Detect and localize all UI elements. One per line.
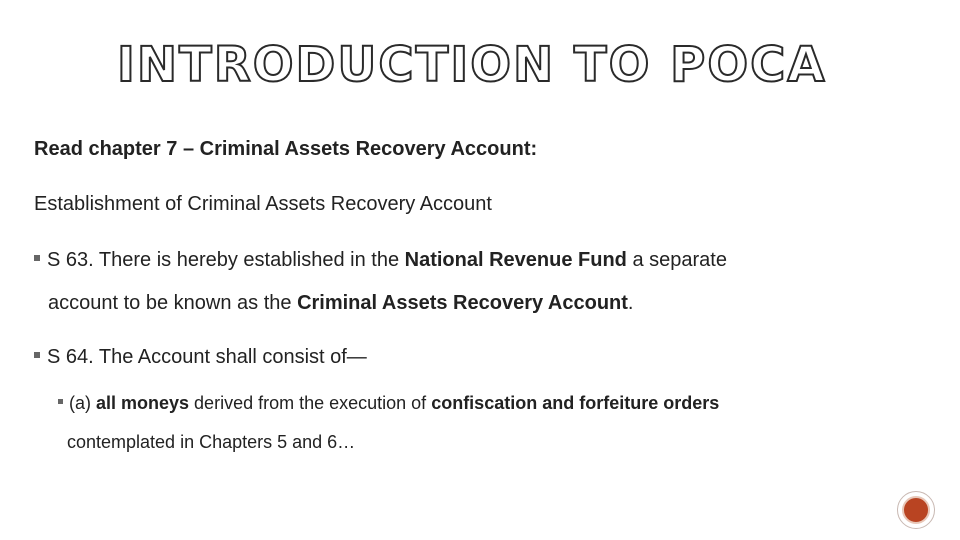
- bullet-text: derived from the execution of: [189, 393, 432, 413]
- subbullet-a-line1: [58, 393, 719, 414]
- bullet-text: .: [627, 292, 634, 314]
- next-slide-button[interactable]: [897, 491, 935, 529]
- bullet-text: a separate: [626, 249, 727, 271]
- bold-text: all moneys: [96, 393, 190, 413]
- bullet-s63-line1: [34, 249, 727, 272]
- bullet-marker-icon: [34, 352, 40, 358]
- chapter-heading: Read chapter 7 – Criminal Assets Recovery Account:: [34, 138, 538, 160]
- bold-text: confiscation and forfeiture orders: [431, 393, 720, 413]
- bullet-marker-icon: [34, 255, 40, 261]
- bullet-s64: [34, 346, 367, 369]
- section-heading: Establishment of Criminal Assets Recovery Account: [34, 193, 492, 215]
- bold-text: Criminal Assets Recovery Account: [297, 292, 628, 314]
- bold-text: National Revenue Fund: [404, 249, 627, 271]
- slide-title: INTRODUCTION TO POCA: [117, 37, 827, 93]
- bullet-text: S 64. The Account shall consist of—: [47, 346, 367, 368]
- bullet-text: S 63. There is hereby established in the: [47, 249, 405, 271]
- next-slide-icon: [902, 496, 930, 524]
- bullet-text: (a): [69, 393, 96, 413]
- bullet-s63-line2: [48, 292, 633, 315]
- bullet-marker-icon: [58, 399, 63, 404]
- bullet-text: account to be known as the: [48, 292, 298, 314]
- subbullet-a-line2: [67, 432, 355, 453]
- bullet-text: contemplated in Chapters 5 and 6…: [67, 432, 356, 452]
